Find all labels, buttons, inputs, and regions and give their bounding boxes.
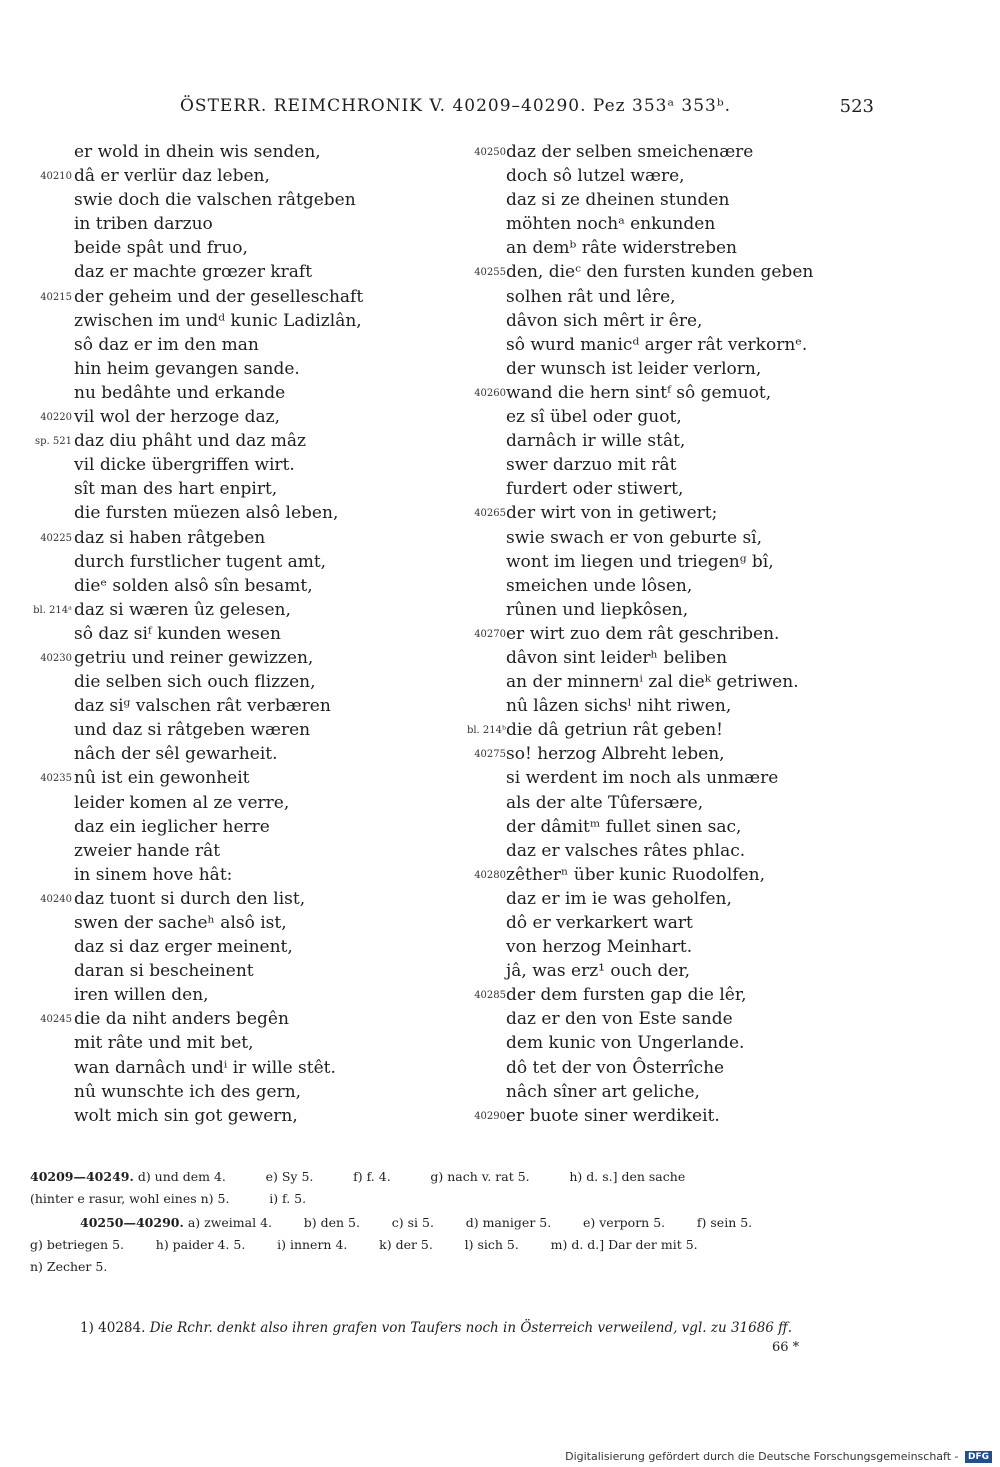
signature-mark: 66 * [772, 1340, 800, 1355]
verse-line [20, 477, 470, 501]
line-number: 40210 [40, 171, 72, 183]
verse-line [462, 911, 892, 935]
verse-text: dâ er verlür daz leben, [74, 166, 270, 187]
verse-text: daz si wæren ûz gelesen, [74, 599, 291, 620]
line-number: 40230 [40, 652, 72, 664]
line-number: 40255 [474, 267, 506, 279]
verse-line [20, 574, 470, 598]
verse-text: nâch der sêl gewarheit. [74, 744, 278, 765]
verse-line [20, 622, 470, 646]
verse-line [462, 526, 892, 550]
apparatus-line: (hinter e rasur, wohl eines n) 5. i) f. 5. [30, 1191, 307, 1206]
line-number: sp. 521 [35, 436, 72, 448]
verse-line [20, 212, 470, 236]
verse-text: dô tet der von Ôsterrîche [506, 1057, 725, 1078]
verse-line [462, 1031, 892, 1055]
line-number: 40215 [40, 291, 72, 303]
apparatus-text: d) und dem 4. e) Sy 5. f) f. 4. g) nach v. rat 5. h) d. s.] den sache [137, 1169, 686, 1184]
verse-text: vil wol der herzoge daz, [74, 407, 281, 428]
verse-text: er wold in dhein wis senden, [74, 142, 321, 162]
verse-line [462, 309, 892, 333]
verse-line [20, 839, 470, 863]
verse-text: daz er im ie was geholfen, [506, 888, 732, 909]
verse-line [462, 405, 892, 429]
verse-line [462, 453, 892, 477]
right-verse-column [462, 140, 892, 1128]
verse-text: daz ein ieglicher herre [74, 816, 270, 837]
verse-text: an der minnernⁱ zal dieᵏ getriwen. [506, 672, 799, 693]
verse-line [20, 260, 470, 284]
verse-line [20, 501, 470, 525]
verse-text: zêtherⁿ über kunic Ruodolfen, [506, 864, 765, 885]
verse-text: er buote siner werdikeit. [506, 1105, 720, 1126]
footnote-text: Die Rchr. denkt also ihren grafen von Taufers noch in Österreich verweilend, vgl. zu 31686 ff. [149, 1320, 793, 1336]
verse-text: swer darzuo mit rât [506, 455, 677, 476]
line-number: 40275 [474, 749, 506, 761]
footnote [80, 1320, 874, 1336]
verse-line [462, 140, 892, 164]
verse-text: darnâch ir wille stât, [506, 431, 686, 452]
line-number: bl. 214ᵃ [33, 604, 72, 616]
verse-text: sô daz siᶠ kunden wesen [74, 623, 281, 644]
verse-line [462, 212, 892, 236]
verse-text: in triben darzuo [74, 214, 213, 235]
apparatus-block-1 [30, 1166, 872, 1210]
verse-line [462, 718, 892, 742]
line-number: 40285 [474, 990, 506, 1002]
verse-line [462, 983, 892, 1007]
verse-text: und daz si râtgeben wæren [74, 720, 311, 741]
verse-line [20, 718, 470, 742]
verse-line [462, 935, 892, 959]
verse-line [20, 1104, 470, 1128]
verse-line [462, 477, 892, 501]
verse-text: die fursten müezen alsô leben, [74, 503, 339, 524]
verse-line [462, 887, 892, 911]
verse-line [462, 429, 892, 453]
verse-line [20, 550, 470, 574]
verse-text: der dem fursten gap die lêr, [506, 985, 747, 1006]
verse-text: dâvon sint leiderʰ beliben [506, 647, 728, 668]
verse-line [20, 935, 470, 959]
verse-text: zwischen im undᵈ kunic Ladizlân, [74, 310, 362, 331]
verse-line [462, 501, 892, 525]
verse-text: der geheim und der geselleschaft [74, 286, 364, 307]
verse-line [462, 164, 892, 188]
verse-text: nu bedâhte und erkande [74, 382, 286, 403]
verse-line [20, 670, 470, 694]
verse-text: nâch sîner art geliche, [506, 1081, 700, 1102]
verse-text: sît man des hart enpirt, [74, 479, 278, 500]
verse-line [462, 381, 892, 405]
verse-text: daran si bescheinent [74, 961, 254, 982]
verse-text: nû wunschte ich des gern, [74, 1081, 302, 1102]
verse-text: wan darnâch undⁱ ir wille stêt. [74, 1057, 336, 1078]
verse-text: daz er den von Este sande [506, 1009, 733, 1030]
verse-line [462, 574, 892, 598]
verse-line [462, 1056, 892, 1080]
line-number: 40250 [474, 147, 506, 158]
verse-line [20, 381, 470, 405]
verse-line [20, 791, 470, 815]
verse-text: so! herzog Albreht leben, [506, 744, 725, 765]
verse-text: nû lâzen sichsˡ niht riwen, [506, 696, 732, 717]
verse-line [20, 766, 470, 790]
verse-text: von herzog Meinhart. [506, 937, 693, 958]
verse-text: dem kunic von Ungerlande. [506, 1033, 745, 1054]
verse-line [462, 766, 892, 790]
line-number: bl. 214ᵇ [466, 725, 506, 737]
verse-text: doch sô lutzel wære, [506, 166, 685, 187]
verse-text: daz der selben smeichenære [506, 142, 754, 162]
line-number: 40260 [474, 387, 506, 399]
header-title: ÖSTERR. REIMCHRONIK V. 40209–40290. Pez 353ᵃ 353ᵇ. [180, 96, 732, 116]
line-number: 40270 [474, 628, 506, 640]
verse-line [462, 285, 892, 309]
digitization-credit [565, 1450, 992, 1463]
line-number: 40225 [40, 532, 72, 544]
verse-line [20, 646, 470, 670]
verse-line [462, 1080, 892, 1104]
verse-text: den, dieᶜ den fursten kunden geben [506, 262, 814, 283]
verse-line [20, 333, 470, 357]
verse-line [462, 742, 892, 766]
apparatus-line [30, 1212, 872, 1234]
digitization-text: Digitalisierung gefördert durch die Deutsche Forschungsgemeinschaft - [565, 1450, 959, 1463]
verse-text: vil dicke übergriffen wirt. [74, 455, 295, 476]
verse-line [462, 622, 892, 646]
footnote-marker: 1) 40284. [80, 1320, 146, 1336]
page-number: 523 [839, 96, 874, 117]
verse-text: rûnen und liepkôsen, [506, 599, 689, 620]
verse-line [20, 309, 470, 333]
verse-text: swie swach er von geburte sî, [506, 527, 763, 548]
verse-text: beide spât und fruo, [74, 238, 248, 259]
verse-line [462, 791, 892, 815]
verse-text: daz siᵍ valschen rât verbæren [74, 696, 331, 717]
dfg-logo: DFG [965, 1451, 992, 1463]
verse-line [20, 815, 470, 839]
verse-text: die da niht anders begên [74, 1009, 289, 1030]
verse-text: die dâ getriun rât geben! [506, 720, 724, 741]
verse-text: ez sî übel oder guot, [506, 407, 682, 428]
verse-line [462, 550, 892, 574]
verse-text: getriu und reiner gewizzen, [74, 647, 314, 668]
verse-line [462, 815, 892, 839]
verse-line [20, 1031, 470, 1055]
verse-line [462, 357, 892, 381]
verse-text: der dâmitᵐ fullet sinen sac, [506, 816, 742, 837]
verse-line [20, 188, 470, 212]
verse-text: dâvon sich mêrt ir êre, [506, 310, 703, 331]
line-number: 40245 [40, 1014, 72, 1026]
verse-text: si werdent im noch als unmære [506, 768, 779, 789]
verse-line [20, 983, 470, 1007]
apparatus-text: a) zweimal 4. b) den 5. c) si 5. d) maniger 5. e) verporn 5. f) sein 5. [187, 1215, 753, 1230]
line-number: 40240 [40, 893, 72, 905]
verse-line [462, 1007, 892, 1031]
verse-line [20, 285, 470, 309]
verse-text: daz si ze dheinen stunden [506, 190, 730, 211]
verse-line [462, 260, 892, 284]
verse-line [20, 1056, 470, 1080]
verse-text: daz er machte grœzer kraft [74, 262, 313, 283]
verse-text: der wunsch ist leider verlorn, [506, 358, 762, 379]
verse-line [462, 694, 892, 718]
line-number: 40235 [40, 773, 72, 785]
verse-text: nû ist ein gewonheit [74, 768, 250, 789]
apparatus-line: n) Zecher 5. [30, 1259, 108, 1274]
verse-text: swen der sacheʰ alsô ist, [74, 913, 287, 933]
line-number: 40265 [474, 508, 506, 520]
verse-text: jâ, was erz¹ ouch der, [506, 961, 691, 982]
verse-text: die selben sich ouch flizzen, [74, 672, 316, 693]
verse-line [462, 863, 892, 887]
verse-line [20, 742, 470, 766]
verse-text: swie doch die valschen râtgeben [74, 190, 356, 211]
running-header [180, 96, 874, 116]
verse-line [462, 188, 892, 212]
apparatus-line: g) betriegen 5. h) paider 4. 5. i) innern 4. k) der 5. l) sich 5. m) d. d.] Dar der mit 5. [30, 1237, 698, 1252]
verse-text: smeichen unde lôsen, [506, 575, 693, 596]
verse-text: hin heim gevangen sande. [74, 358, 300, 379]
verse-text: der wirt von in getiwert; [506, 503, 718, 524]
verse-text: iren willen den, [74, 985, 209, 1006]
apparatus-line [30, 1166, 872, 1188]
verse-line [20, 357, 470, 381]
verse-line [20, 911, 470, 935]
verse-line [462, 670, 892, 694]
verse-text: zweier hande rât [74, 840, 221, 861]
verse-line [20, 453, 470, 477]
verse-line [20, 429, 470, 453]
verse-text: durch furstlicher tugent amt, [74, 551, 327, 572]
verse-line [462, 598, 892, 622]
verse-line [20, 1080, 470, 1104]
verse-line [20, 1007, 470, 1031]
verse-text: wand die hern sintᶠ sô gemuot, [506, 382, 772, 403]
verse-line [462, 236, 892, 260]
verse-text: furdert oder stiwert, [506, 479, 684, 500]
verse-line [20, 236, 470, 260]
verse-text: daz si haben râtgeben [74, 527, 266, 548]
verse-line [462, 646, 892, 670]
verse-line [462, 1104, 892, 1128]
verse-line [20, 526, 470, 550]
verse-text: sô daz er im den man [74, 334, 259, 355]
verse-line [20, 405, 470, 429]
verse-text: sô wurd manicᵈ arger rât verkornᵉ. [506, 334, 808, 355]
verse-text: in sinem hove hât: [74, 864, 233, 885]
verse-text: daz si daz erger meinent, [74, 937, 293, 958]
verse-line [462, 839, 892, 863]
verse-line [20, 863, 470, 887]
verse-line [462, 333, 892, 357]
verse-line [20, 164, 470, 188]
verse-text: daz er valsches râtes phlac. [506, 840, 746, 861]
verse-text: möhten nochᵃ enkunden [506, 214, 716, 235]
apparatus-block-2 [30, 1212, 872, 1278]
apparatus-range: 40250—40290. [80, 1215, 184, 1230]
left-verse-column [20, 140, 470, 1128]
verse-text: dieᵉ solden alsô sîn besamt, [74, 575, 313, 596]
verse-text: solhen rât und lêre, [506, 286, 676, 307]
verse-line [20, 694, 470, 718]
verse-line [20, 140, 470, 164]
verse-text: daz diu phâht und daz mâz [74, 431, 306, 452]
verse-text: mit râte und mit bet, [74, 1033, 254, 1054]
verse-line [20, 887, 470, 911]
verse-text: an demᵇ râte widerstreben [506, 238, 738, 259]
verse-line [20, 959, 470, 983]
verse-text: als der alte Tûfersære, [506, 792, 704, 813]
verse-text: wont im liegen und triegenᵍ bî, [506, 551, 774, 572]
apparatus-range: 40209—40249. [30, 1169, 134, 1184]
verse-line [462, 959, 892, 983]
verse-text: daz tuont si durch den list, [74, 888, 306, 909]
verse-text: wolt mich sin got gewern, [74, 1105, 298, 1126]
line-number: 40280 [474, 869, 506, 881]
verse-line [20, 598, 470, 622]
verse-text: er wirt zuo dem rât geschriben. [506, 623, 780, 644]
line-number: 40220 [40, 412, 72, 424]
verse-text: leider komen al ze verre, [74, 792, 290, 813]
verse-text: dô er verkarkert wart [506, 913, 693, 933]
line-number: 40290 [474, 1110, 506, 1122]
